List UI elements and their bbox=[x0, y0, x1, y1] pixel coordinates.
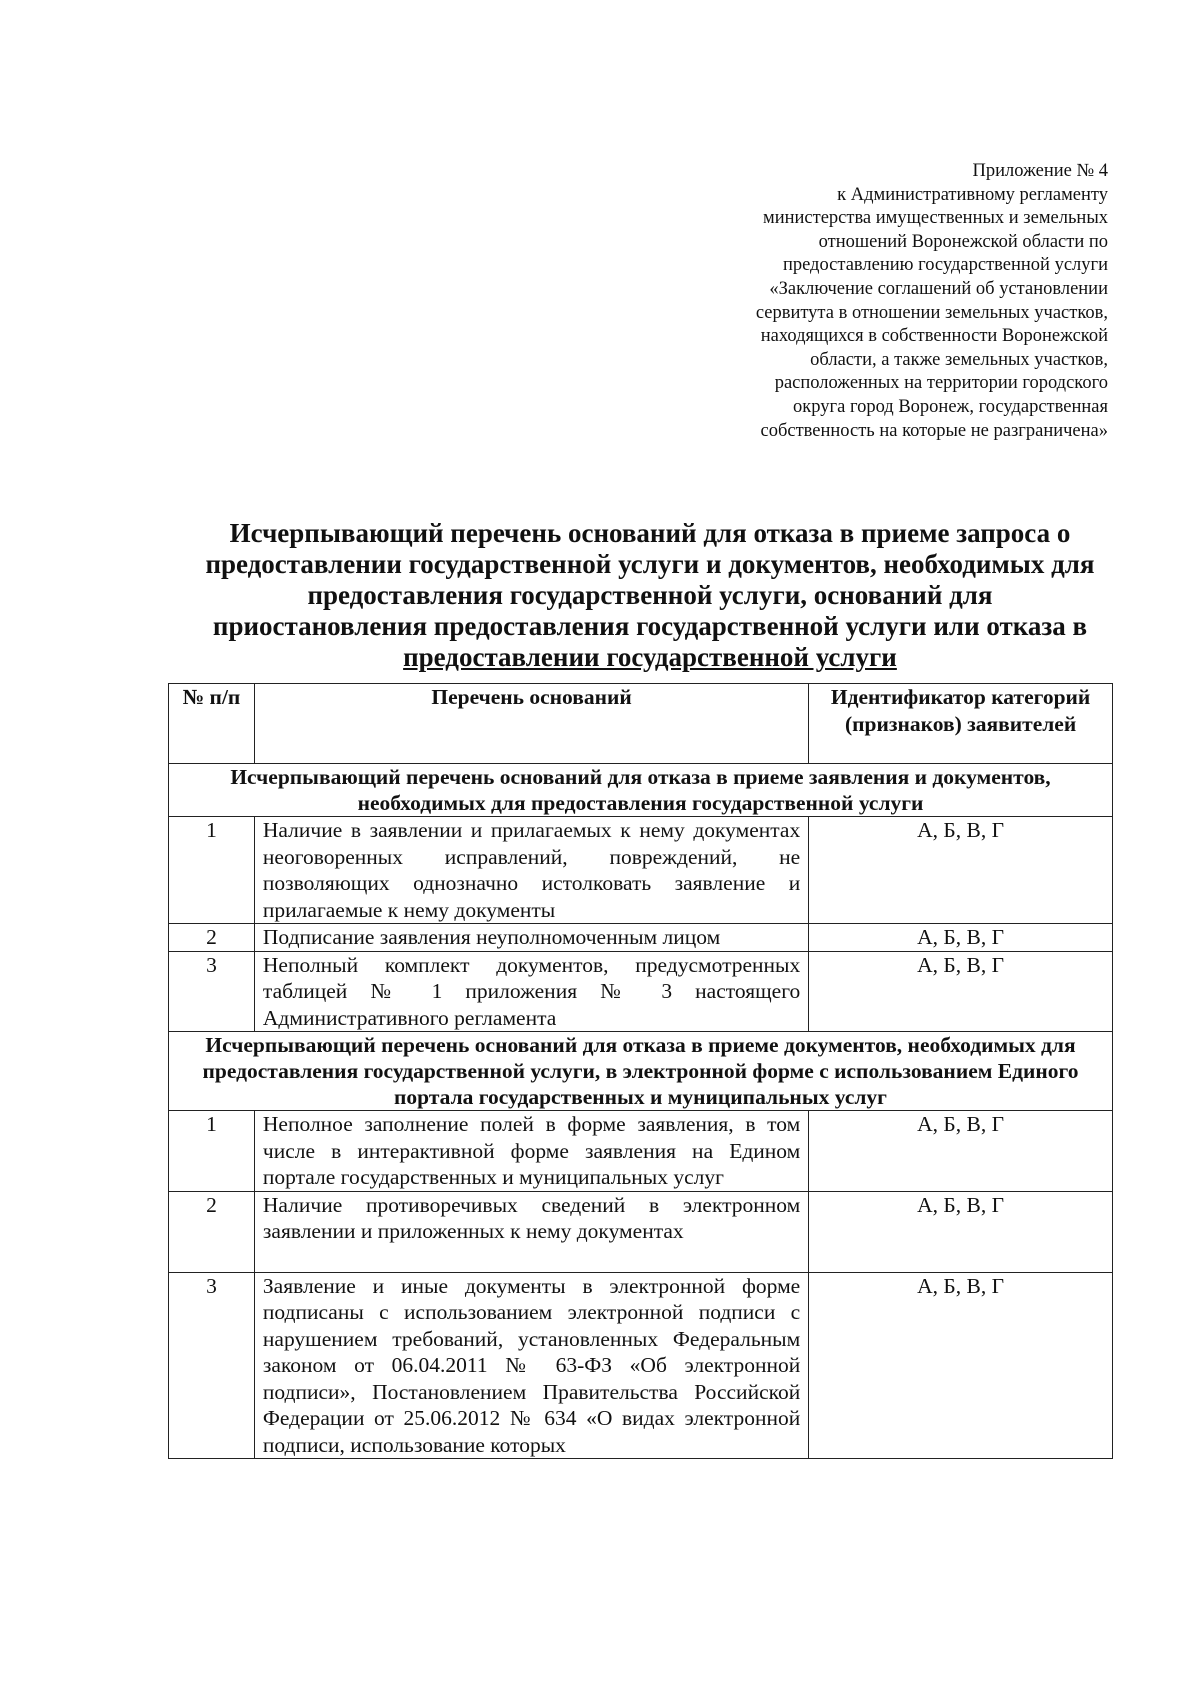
appendix-line: министерства имущественных и земельных bbox=[762, 208, 1108, 229]
appendix-reference bbox=[668, 160, 1108, 443]
row-number: 2 bbox=[169, 1191, 255, 1272]
table-row bbox=[169, 1111, 1113, 1192]
table-row bbox=[169, 1191, 1113, 1272]
title-line: предоставлении государственной услуги и документов, необходимых для bbox=[205, 549, 1095, 579]
table-row bbox=[169, 924, 1113, 952]
appendix-line: собственность на которые не разграничена» bbox=[760, 420, 1108, 441]
appendix-line: округа город Воронеж, государственная bbox=[793, 396, 1108, 417]
row-categories: А, Б, В, Г bbox=[809, 924, 1113, 952]
title-line: Исчерпывающий перечень оснований для отказа в приеме запроса о bbox=[229, 518, 1071, 548]
header-reasons: Перечень оснований bbox=[254, 684, 808, 764]
row-number: 1 bbox=[169, 817, 255, 924]
appendix-line: отношений Воронежской области по bbox=[818, 231, 1108, 252]
appendix-line: «Заключение соглашений об установлении bbox=[769, 278, 1108, 299]
appendix-line: Приложение № 4 bbox=[972, 161, 1108, 181]
title-line: предоставления государственной услуги, оснований для bbox=[307, 580, 993, 610]
row-reason: Подписание заявления неуполномоченным лицом bbox=[254, 924, 808, 952]
section-title: Исчерпывающий перечень оснований для отказа в приеме заявления и документов, необходимых для предоставления государственной услуги bbox=[169, 764, 1113, 817]
appendix-line: находящихся в собственности Воронежской bbox=[760, 326, 1108, 347]
row-number: 1 bbox=[169, 1111, 255, 1192]
row-categories: А, Б, В, Г bbox=[809, 817, 1113, 924]
row-categories: А, Б, В, Г bbox=[809, 1191, 1113, 1272]
row-reason: Неполный комплект документов, предусмотренных таблицей № 1 приложения № 3 настоящего Административного регламента bbox=[254, 951, 808, 1032]
reasons-table bbox=[168, 683, 1113, 1459]
table-row bbox=[169, 817, 1113, 924]
row-categories: А, Б, В, Г bbox=[809, 1111, 1113, 1192]
title-line: приостановления предоставления государственной услуги или отказа в bbox=[212, 611, 1088, 641]
title-line: предоставлении государственной услуги bbox=[403, 642, 897, 672]
row-number: 3 bbox=[169, 951, 255, 1032]
row-reason: Наличие в заявлении и прилагаемых к нему документах неоговоренных исправлений, повреждений, не позволяющих однозначно истолковать заявление и прилагаемые к нему документы bbox=[254, 817, 808, 924]
appendix-line: предоставлению государственной услуги bbox=[782, 255, 1108, 276]
table-row bbox=[169, 951, 1113, 1032]
row-reason: Заявление и иные документы в электронной форме подписаны с использованием электронной подписи с нарушением требований, установленных Федеральным законом от 06.04.2011 № 63-ФЗ «Об электронной подписи», Постановлением Правительства Российской Федерации от 25.06.2012 № 634 «О видах электронной подписи, использование которых bbox=[254, 1272, 808, 1459]
row-reason: Неполное заполнение полей в форме заявления, в том числе в интерактивной форме заявления на Едином портале государственных и муниципальных услуг bbox=[254, 1111, 808, 1192]
appendix-line: сервитута в отношении земельных участков, bbox=[755, 302, 1108, 323]
table-header-row bbox=[169, 684, 1113, 764]
row-number: 3 bbox=[169, 1272, 255, 1459]
section-row bbox=[169, 764, 1113, 817]
appendix-line: расположенных на территории городского bbox=[774, 373, 1108, 394]
table-row bbox=[169, 1272, 1113, 1459]
document-title bbox=[170, 518, 1130, 673]
row-categories: А, Б, В, Г bbox=[809, 1272, 1113, 1459]
appendix-line: области, а также земельных участков, bbox=[810, 349, 1108, 370]
section-title: Исчерпывающий перечень оснований для отказа в приеме документов, необходимых для предоставления государственной услуги, в электронной форме с использованием Единого портала государственных и муниципальных услуг bbox=[169, 1032, 1113, 1111]
row-reason: Наличие противоречивых сведений в электронном заявлении и приложенных к нему документах bbox=[254, 1191, 808, 1272]
header-identifier: Идентификатор категорий (признаков) заявителей bbox=[809, 684, 1113, 764]
header-num: № п/п bbox=[169, 684, 255, 764]
section-row bbox=[169, 1032, 1113, 1111]
row-number: 2 bbox=[169, 924, 255, 952]
row-categories: А, Б, В, Г bbox=[809, 951, 1113, 1032]
appendix-line: к Административному регламенту bbox=[837, 184, 1108, 205]
